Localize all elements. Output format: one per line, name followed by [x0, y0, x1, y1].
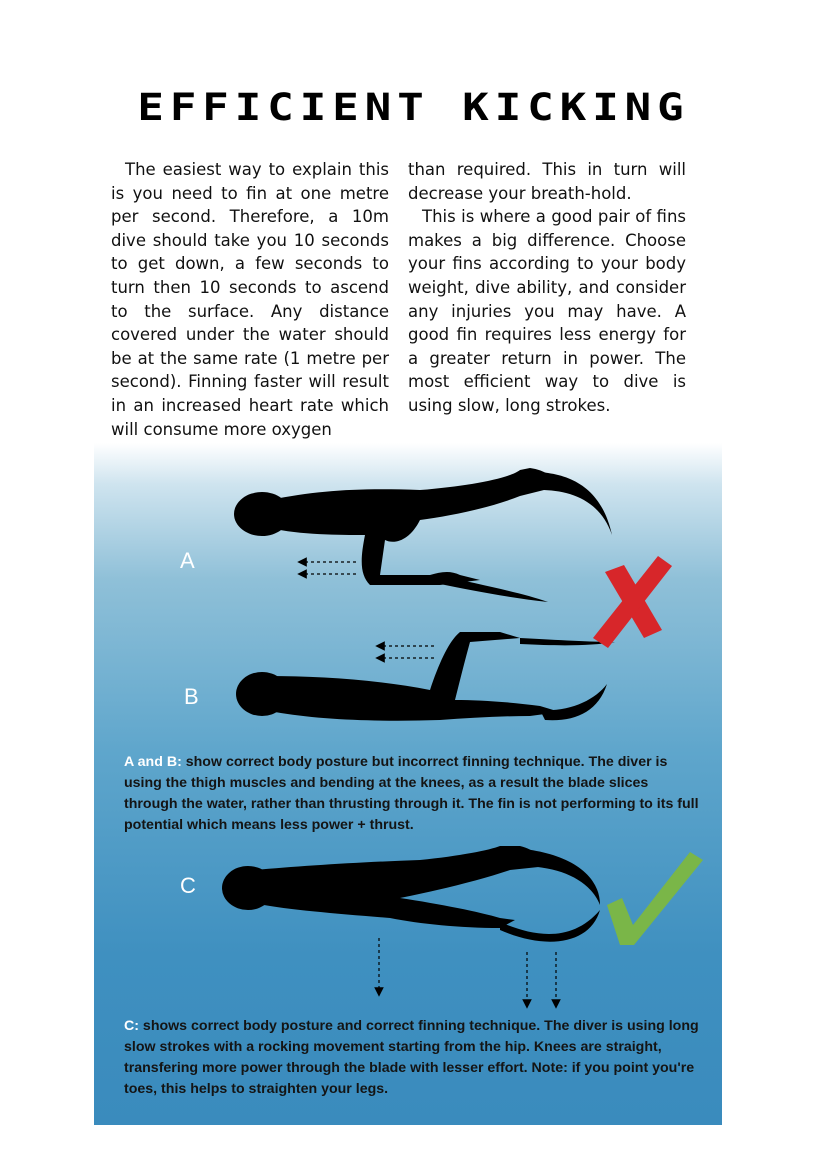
- paragraph: This is where a good pair of fins makes a big difference. Choose your fins according to your body weight, dive ability, and consider any injuries you may have. A good fin requires less energy for a greater return in power. The most efficient way to dive is using slow, long strokes.: [408, 207, 686, 415]
- motion-arrows-c: [379, 938, 556, 1004]
- check-mark-icon: [607, 852, 703, 945]
- diver-b-silhouette: [236, 632, 615, 721]
- figure-label-a: A: [180, 548, 195, 573]
- motion-arrows-b: [380, 646, 434, 658]
- cross-mark-icon: [593, 556, 672, 648]
- caption-c-text: shows correct body posture and correct finning technique. The diver is using long slow strokes with a rocking movement starting from the hip. Knees are straight, transfering more power through the blade with lesser effort. Note: if you point you're toes, this helps to straighten your legs.: [124, 1018, 699, 1097]
- paragraph: The easiest way to explain this is you need to fin at one metre per second. Therefore, a 10m dive should take you 10 seconds to get down, a few seconds to turn then 10 seconds to ascend to the surface. Any distance covered under the water should be at the same rate (1 metre per second). Finning faster will result in an increased heart rate which will consume more oxygen: [111, 160, 389, 439]
- diver-a-silhouette: [234, 468, 612, 602]
- figure-label-b: B: [184, 684, 199, 709]
- figure-label-c: C: [180, 873, 196, 898]
- diver-c-silhouette: [222, 846, 600, 942]
- caption-ab: [124, 752, 704, 836]
- paragraph-continued: than required. This in turn will decrease your breath-hold.: [408, 160, 686, 203]
- page-title-text: EFFICIENT KICKING: [137, 85, 690, 130]
- motion-arrows-a: [302, 562, 356, 574]
- caption-ab-lead: A and B:: [124, 754, 182, 770]
- caption-c-lead: C:: [124, 1018, 139, 1034]
- caption-ab-text: show correct body posture but incorrect finning technique. The diver is using the thigh muscles and bending at the knees, as a result the blade slices through the water, rather than thrusting through it. The fin is not performing to its full potential which means less power + thrust.: [124, 754, 699, 833]
- caption-c: [124, 1016, 704, 1100]
